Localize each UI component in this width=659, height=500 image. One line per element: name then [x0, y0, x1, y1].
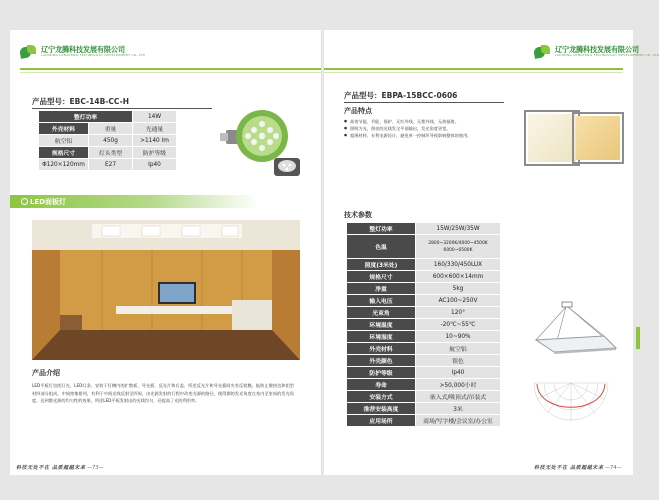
room-photo — [32, 220, 300, 360]
company-name-en: LIAONING LONGTENG TECHNOLOGY DEVELOPMENT CO.,LTD — [41, 53, 146, 58]
header-rule — [20, 68, 321, 70]
feature-item: ● 超薄材料，专利电源设计，避免单一控制坏导致影响整体的使用。 — [344, 132, 519, 139]
tech-label: 推荐安装高度 — [347, 403, 416, 415]
tech-label: 寿命 — [347, 379, 416, 391]
spec-value: 航空铝 — [39, 135, 89, 147]
spec-label: 外壳材料 — [39, 123, 89, 135]
tech-value: AC100~250V — [416, 295, 501, 307]
intro-title: 产品介绍 — [32, 369, 60, 377]
tech-label: 环境湿度 — [347, 331, 416, 343]
spec-label: 光通量 — [133, 123, 177, 135]
header-rule — [324, 68, 623, 70]
spec-label: 防护等级 — [133, 147, 177, 159]
spec-value: E27 — [89, 159, 133, 171]
tech-label: 输入电压 — [347, 295, 416, 307]
tech-value: Ip40 — [416, 367, 501, 379]
footer-right: 科技无处不在 品质超越未来 —74— — [534, 465, 622, 471]
feature-item: ● 高效节能、节能、保护、无红外线、无紫外线、无热辐射。 — [344, 118, 519, 125]
led-panel-section-bar — [10, 195, 321, 208]
page-number: —73— — [87, 465, 104, 471]
hanging-panel-diagram — [524, 300, 624, 370]
right-page — [324, 30, 659, 475]
tech-value: 银色 — [416, 355, 501, 367]
tech-label: 应用场所 — [347, 415, 416, 427]
spec-value: Φ120×120mm — [39, 159, 89, 171]
spec-value: >1140 lm — [133, 135, 177, 147]
spec-label: 灯头类型 — [89, 147, 133, 159]
tech-value: 160/330/450LUX — [416, 259, 501, 271]
spec-label: 规格尺寸 — [39, 147, 89, 159]
leaf-logo-icon — [20, 45, 38, 59]
tech-value: -20℃~55℃ — [416, 319, 501, 331]
features-title: 产品特点 — [344, 107, 372, 115]
left-page — [10, 30, 321, 475]
tech-label: 安装方式 — [347, 391, 416, 403]
light-distribution-polar-chart — [529, 375, 614, 455]
tech-label: 防护等级 — [347, 367, 416, 379]
model-title: 产品型号：EBC-14B-CC-H — [32, 96, 212, 109]
tech-value: 15W/25W/35W — [416, 223, 501, 235]
led-bulb-image — [212, 108, 312, 183]
section-title: LED面板灯 — [30, 198, 67, 206]
company-logo — [20, 45, 145, 59]
spec-value: 14W — [133, 111, 177, 123]
company-name: 辽宁龙腾科技发展有限公司 — [555, 45, 639, 55]
spec-value: 450g — [89, 135, 133, 147]
intro-paragraph: LED平板灯包括灯壳、LED灯条、安装于灯槽内的扩散板、导光板、反光片和后盖，所述反光片和导光板间夹有反射膜，能防止散热边和铝型材四部分组成，中间密集排列，有利于中间光线反射至四周，由光源发射的行程中改变光源的路径，使得测的发光角度在室内至室间的发光角度，达到散光源的均匀性的效果，所述LED平板发射出的光线均匀，还提高了光的利用率。 — [32, 383, 294, 404]
tech-value: 5kg — [416, 283, 501, 295]
tech-label: 净重 — [347, 283, 416, 295]
side-tab-marker — [636, 327, 640, 349]
header-rule-thin — [20, 72, 321, 73]
feature-item: ● 照明为光，照亮的光线发全平面输出，发光角度更宽。 — [344, 125, 519, 132]
tech-title: 技术参数 — [344, 211, 372, 219]
tech-value: 航空铝 — [416, 343, 501, 355]
tech-label: 环境温度 — [347, 319, 416, 331]
tech-label: 整灯功率 — [347, 223, 416, 235]
spec-label: 整灯功率 — [39, 111, 133, 123]
tech-value: 10~90% — [416, 331, 501, 343]
spec-table — [38, 110, 177, 171]
spec-label: 重量 — [89, 123, 133, 135]
tech-value: >50,000小时 — [416, 379, 501, 391]
tech-spec-table — [346, 222, 501, 427]
company-name: 辽宁龙腾科技发展有限公司 — [41, 45, 125, 55]
tech-label: 光束角 — [347, 307, 416, 319]
footer-left: 科技无处不在 品质超越未来 —73— — [16, 465, 104, 471]
tech-label: 外壳颜色 — [347, 355, 416, 367]
room-illustration — [32, 220, 300, 360]
tech-value: 600×600×14mm — [416, 271, 501, 283]
tech-value: 2800~3200K/4000~4500K 6000~6500K — [416, 235, 501, 259]
tech-label: 照度(3米处) — [347, 259, 416, 271]
tech-label: 色温 — [347, 235, 416, 259]
tech-value: 3米 — [416, 403, 501, 415]
led-panel-lit-image — [572, 112, 624, 164]
company-name-en: LIAONING LONGTENG TECHNOLOGY DEVELOPMENT CO.,LTD — [555, 53, 659, 58]
tech-value: 商场/写字楼/会议室/办公室 — [416, 415, 501, 427]
tech-value: 嵌入式/吸顶式/吊装式 — [416, 391, 501, 403]
features-list — [344, 118, 519, 140]
leaf-logo-icon — [534, 45, 552, 59]
company-logo — [534, 45, 659, 59]
header-rule-thin — [324, 72, 623, 73]
page-number: —74— — [605, 465, 622, 471]
tech-value: 120° — [416, 307, 501, 319]
tech-label: 外壳材料 — [347, 343, 416, 355]
spec-value: Ip40 — [133, 159, 177, 171]
model-title: 产品型号：EBPA-15BCC-0606 — [344, 90, 504, 103]
tech-label: 规格尺寸 — [347, 271, 416, 283]
circle-bullet-icon — [21, 198, 28, 205]
